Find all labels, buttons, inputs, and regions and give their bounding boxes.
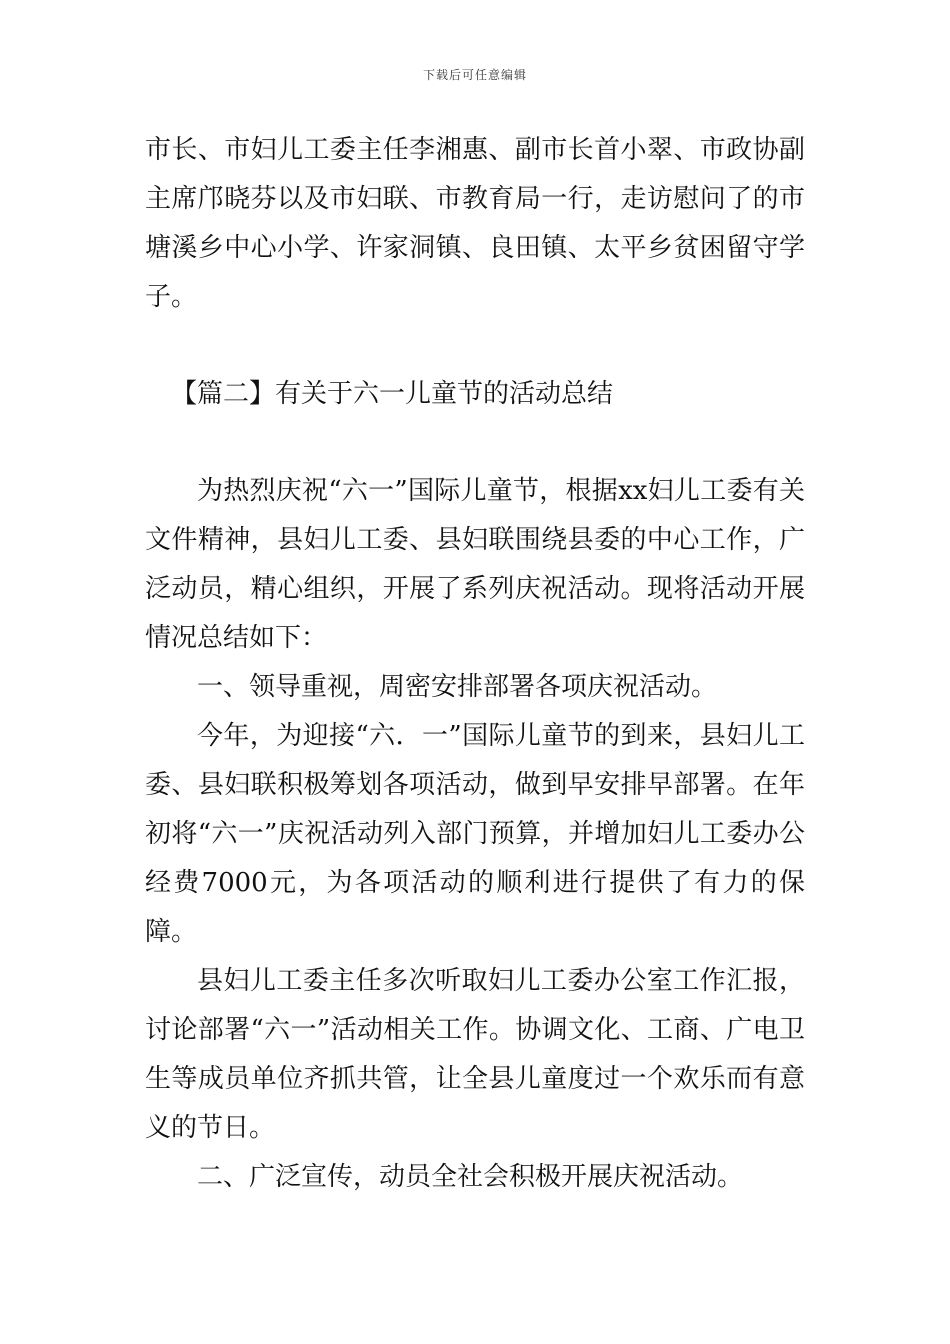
document-body [145,126,805,1202]
heading-item-two: 二、广泛宣传，动员全社会积极开展庆祝活动。 [197,1162,744,1192]
paragraph-intro: 为热烈庆祝“六一”国际儿童节，根据xx妇儿工委有关文件精神，县妇儿工委、县妇联围绕县委的中心工作，广泛动员，精心组织，开展了系列庆祝活动。现将活动开展情况总结如下： [145,476,805,653]
heading-item-one: 一、领导重视，周密安排部署各项庆祝活动。 [197,672,718,702]
paragraph-coordination: 县妇儿工委主任多次听取妇儿工委办公室工作汇报，讨论部署“六一”活动相关工作。协调文化、工商、广电卫生等成员单位齐抓共管，让全县儿童度过一个欢乐而有意义的节日。 [145,966,805,1143]
page-header: 下载后可任意编辑 [422,68,527,82]
paragraph-budget: 今年，为迎接“六．一”国际儿童节的到来，县妇儿工委、县妇联积极筹划各项活动，做到早安排早部署。在年初将“六一”庆祝活动列入部门预算，并增加妇儿工委办公经费7000元，为各项活动的顺利进行提供了有力的保障。 [145,721,805,947]
paragraph-continued: 市长、市妇儿工委主任李湘惠、副市长首小翠、市政协副主席邝晓芬以及市妇联、市教育局一行，走访慰问了的市塘溪乡中心小学、许家洞镇、良田镇、太平乡贫困留守学子。 [145,135,805,312]
section-title: 【篇二】有关于六一儿童节的活动总结 [171,379,614,409]
